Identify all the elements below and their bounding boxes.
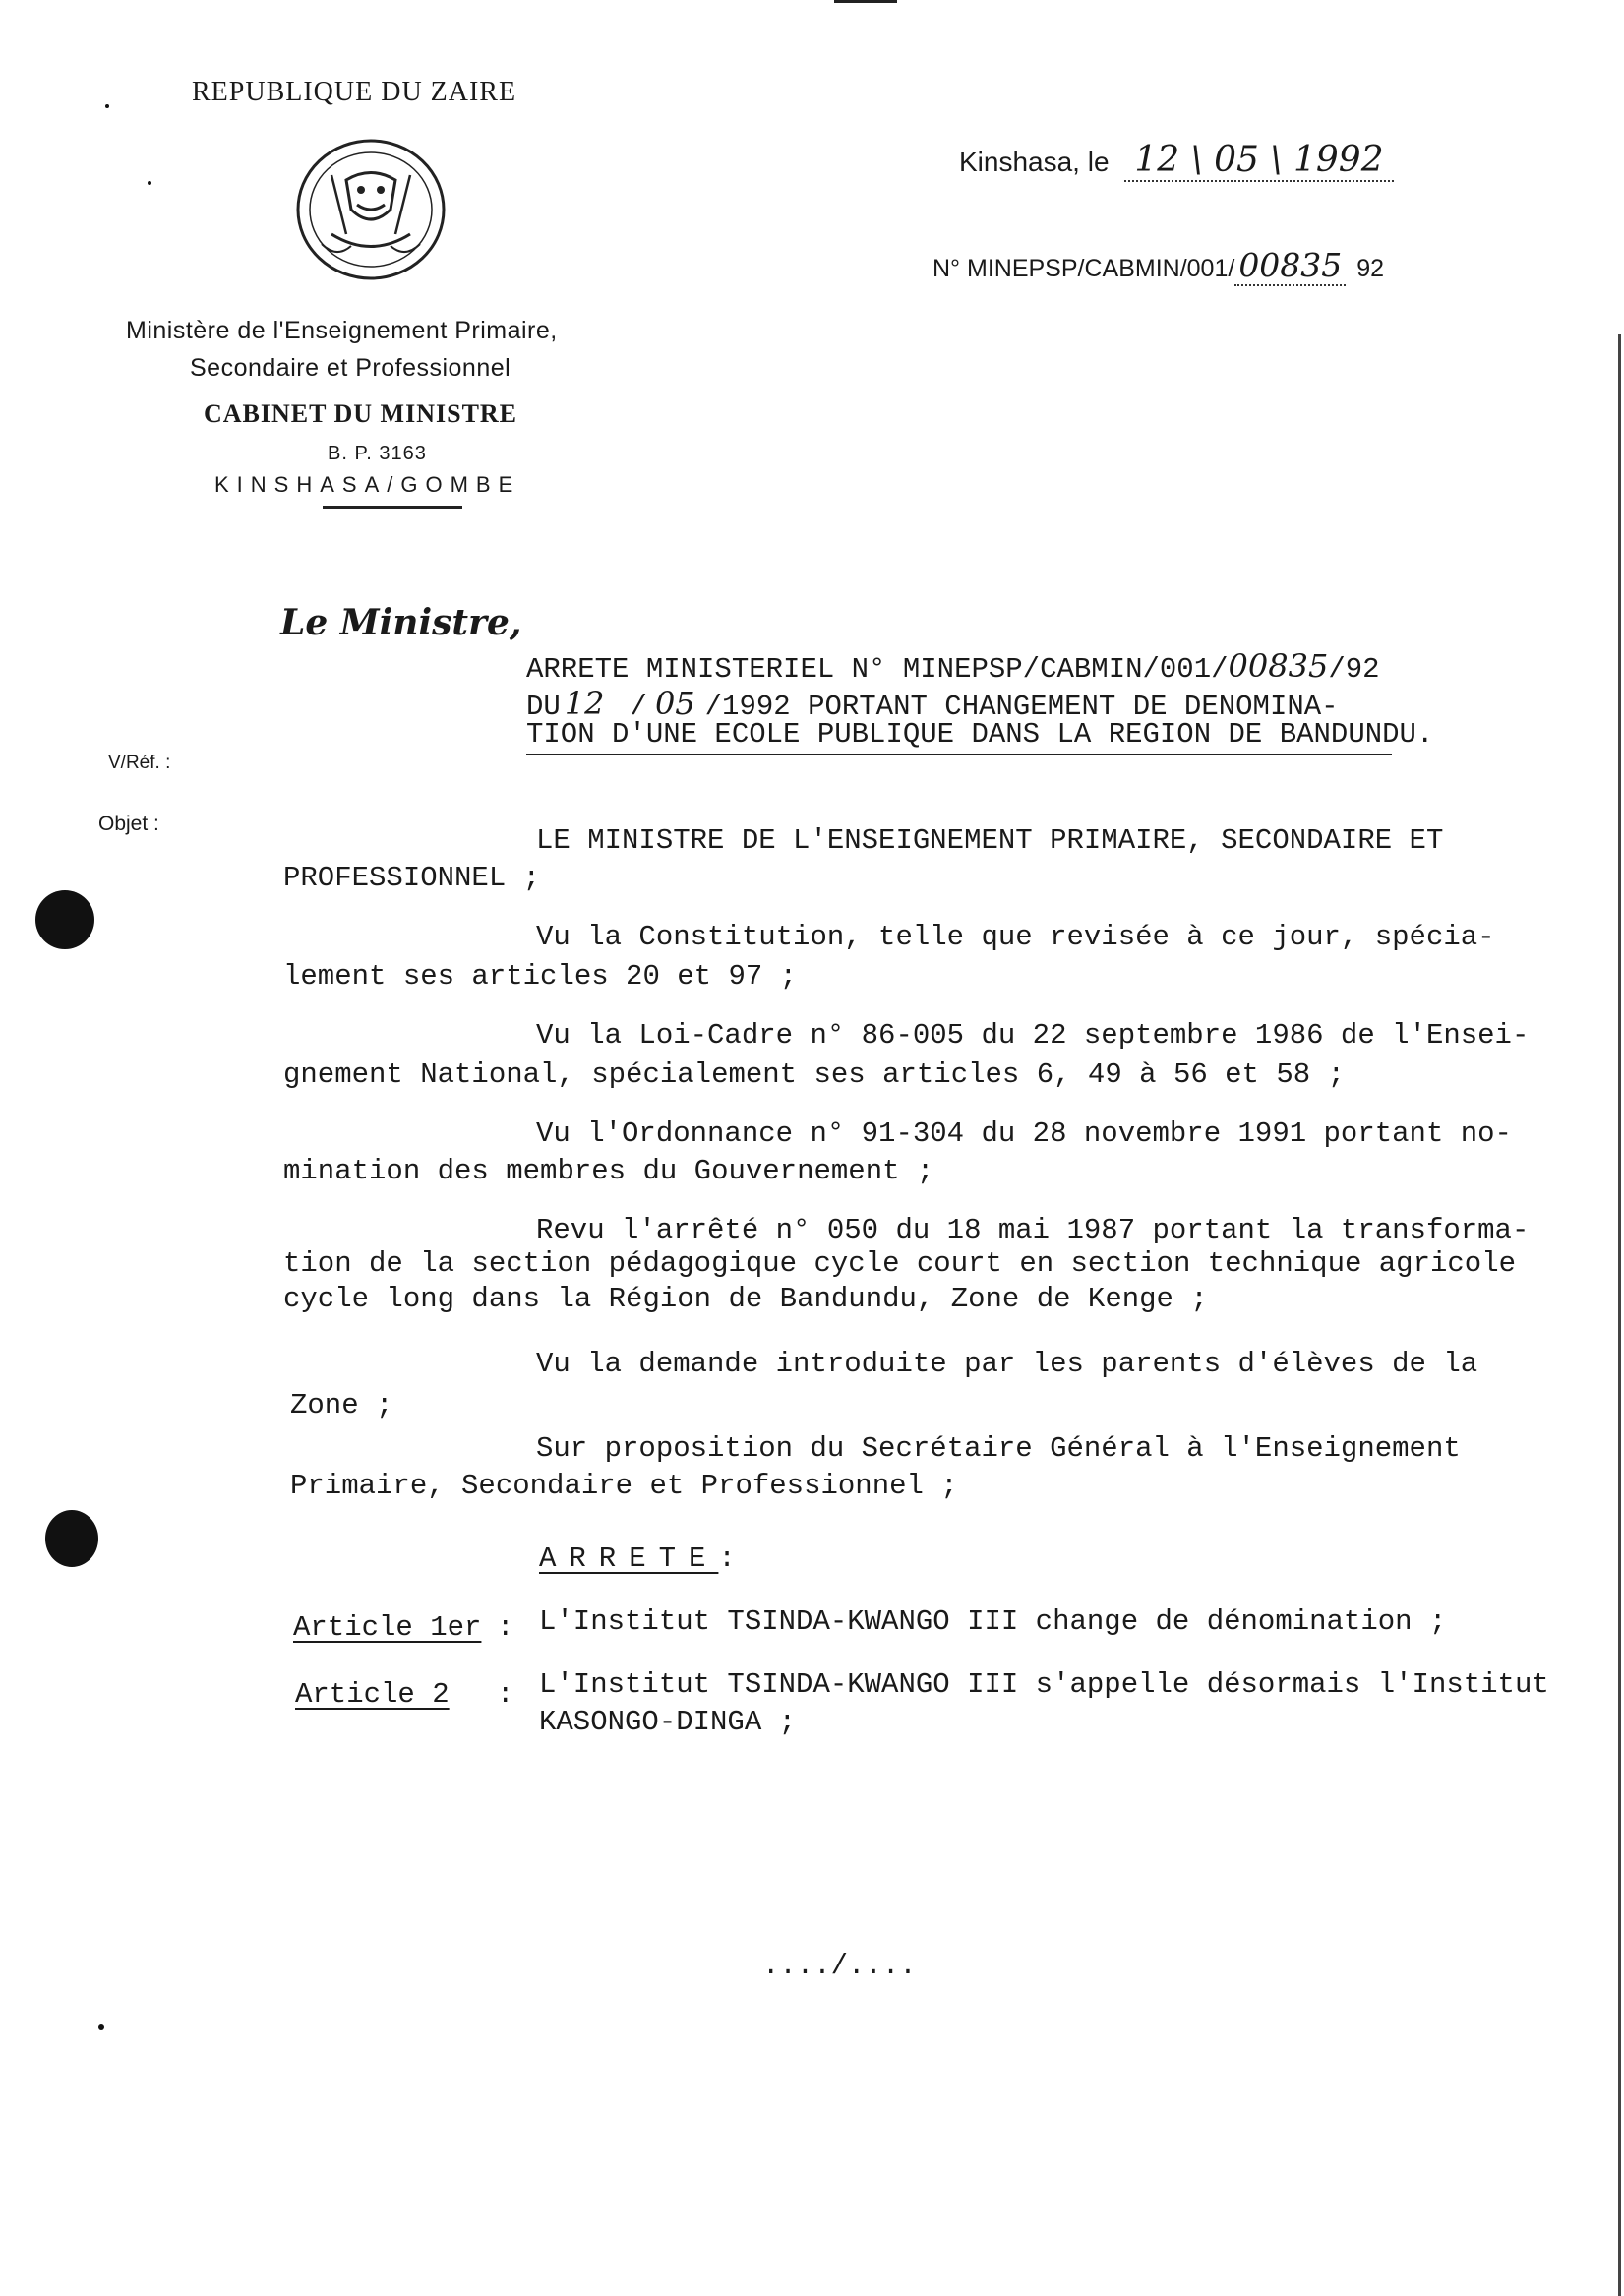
preamble-decree-line1: Revu l'arrêté n° 050 du 18 mai 1987 portant la transforma- <box>536 1214 1530 1246</box>
reference-label: N° MINEPSP/CABMIN/001/ <box>932 255 1235 282</box>
article-2-text-line2: KASONGO-DINGA ; <box>539 1706 797 1738</box>
decree-heading <box>539 1542 736 1576</box>
subject-label: Objet : <box>98 813 159 835</box>
place-date <box>959 140 1394 180</box>
preamble-proposal-line2: Primaire, Secondaire et Professionnel ; <box>290 1470 958 1502</box>
cabinet-title: CABINET DU MINISTRE <box>204 399 518 428</box>
punch-hole-bottom <box>45 1510 98 1567</box>
decree-title-line3: TION D'UNE ECOLE PUBLIQUE DANS LA REGION DE BANDUNDU. <box>526 718 1434 751</box>
preamble-constitution-line1: Vu la Constitution, telle que revisée à ce jour, spécia- <box>536 921 1495 953</box>
handwritten-reference: 00835 <box>1234 246 1346 286</box>
preamble-request-line2: Zone ; <box>290 1389 393 1421</box>
handwritten-day: 12 <box>564 685 605 722</box>
preamble-minister-line2: PROFESSIONNEL ; <box>283 862 541 894</box>
letterhead-rule <box>323 506 462 509</box>
decree-heading-word: ARRETE <box>539 1542 719 1575</box>
title-underline <box>526 754 1392 755</box>
page-continuation-mark: ..../.... <box>762 1950 917 1982</box>
article-1-text: L'Institut TSINDA-KWANGO III change de dénomination ; <box>539 1605 1447 1638</box>
preamble-ordinance-line1: Vu l'Ordonnance n° 91-304 du 28 novembre 1991 portant no- <box>536 1118 1512 1150</box>
punch-hole-top <box>35 890 94 949</box>
reference-suffix: 92 <box>1356 255 1385 282</box>
handwritten-date: 12 \ 05 \ 1992 <box>1124 140 1393 182</box>
speck <box>105 104 109 108</box>
ministry-name-line1: Ministère de l'Enseignement Primaire, <box>126 317 558 344</box>
decree-title-line1: ARRETE MINISTERIEL N° MINEPSP/CABMIN/001/00835/92 <box>526 647 1380 686</box>
preamble-minister-line1: LE MINISTRE DE L'ENSEIGNEMENT PRIMAIRE, SECONDAIRE ET <box>536 824 1444 857</box>
sender-title: Le Ministre, <box>280 602 522 643</box>
preamble-proposal-line1: Sur proposition du Secrétaire Général à l'Enseignement <box>536 1432 1461 1465</box>
preamble-constitution-line2: lement ses articles 20 et 97 ; <box>283 960 798 993</box>
preamble-law-line2: gnement National, spécialement ses articles 6, 49 à 56 et 58 ; <box>283 1058 1345 1091</box>
handwritten-decree-number: 00835 <box>1228 647 1329 685</box>
handwritten-month: 05 <box>654 685 695 722</box>
ministry-name-line2: Secondaire et Professionnel <box>190 354 511 382</box>
preamble-decree-line3: cycle long dans la Région de Bandundu, Zone de Kenge ; <box>283 1283 1208 1315</box>
place-date-label: Kinshasa, le <box>959 147 1110 177</box>
article-2-text-line1: L'Institut TSINDA-KWANGO III s'appelle désormais l'Institut <box>539 1668 1549 1701</box>
preamble-law-line1: Vu la Loi-Cadre n° 86-005 du 22 septembre 1986 de l'Ensei- <box>536 1019 1530 1052</box>
republic-title: REPUBLIQUE DU ZAIRE <box>192 77 517 107</box>
article-1-label: Article 1er <box>293 1611 482 1644</box>
coat-of-arms-emblem <box>292 136 450 283</box>
decree-heading-colon: : <box>718 1542 736 1575</box>
city-address: KINSHASA/GOMBE <box>214 472 521 497</box>
decree-title-line2: DU 12 / 05 /1992 PORTANT CHANGEMENT DE DENOMINA- <box>526 685 1339 723</box>
reference-number <box>932 246 1384 284</box>
preamble-decree-line2: tion de la section pédagogique cycle court en section technique agricole <box>283 1247 1517 1280</box>
your-reference-label: V/Réf. : <box>108 753 171 773</box>
speck <box>98 2024 104 2030</box>
preamble-ordinance-line2: mination des membres du Gouvernement ; <box>283 1155 934 1187</box>
preamble-request-line1: Vu la demande introduite par les parents d'élèves de la <box>536 1348 1478 1380</box>
article-2-label: Article 2 <box>295 1678 450 1711</box>
article-2-separator: : <box>497 1678 514 1711</box>
scan-edge-line <box>834 0 897 3</box>
po-box: B. P. 3163 <box>328 443 427 464</box>
speck <box>148 181 151 185</box>
article-1-separator: : <box>497 1611 514 1644</box>
scan-edge-right <box>1618 334 1621 2296</box>
